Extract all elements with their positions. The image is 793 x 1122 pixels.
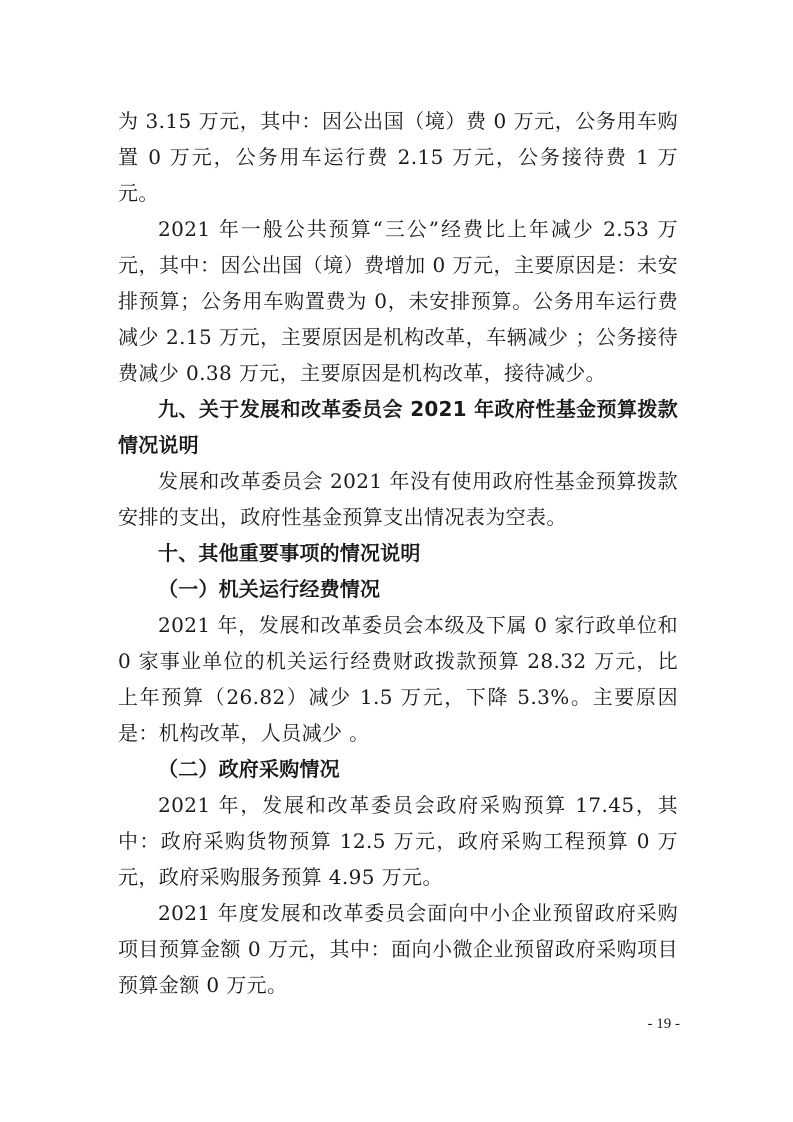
paragraph-operating-expenses: 2021 年，发展和改革委员会本级及下属 0 家行政单位和 0 家事业单位的机关运行经费财政拨款预算 28.32 万元，比上年预算（26.82）减少 1.5 万元，下降 5.3%。主要原因是：机构改革，人员减少 。 — [118, 613, 678, 745]
paragraph-procurement-budget: 2021 年，发展和改革委员会政府采购预算 17.45，其中：政府采购货物预算 12.5 万元，政府采购工程预算 0 万元，政府采购服务预算 4.95 万元。 — [118, 793, 678, 889]
document-body — [118, 103, 678, 1003]
paragraph-three-public-expenses-total: 为 3.15 万元，其中：因公出国（境）费 0 万元，公务用车购置 0 万元，公务用车运行费 2.15 万元，公务接待费 1 万元。 — [118, 109, 678, 205]
page-number: - 19 - — [647, 1016, 680, 1032]
section-heading-9: 九、关于发展和改革委员会 2021 年政府性基金预算拨款情况说明 — [118, 397, 678, 457]
subsection-heading-procurement: （二）政府采购情况 — [158, 757, 340, 781]
paragraph-sme-procurement: 2021 年度发展和改革委员会面向中小企业预留政府采购项目预算金额 0 万元，其中：面向小微企业预留政府采购项目预算金额 0 万元。 — [118, 901, 678, 997]
subsection-heading-operating-expenses: （一）机关运行经费情况 — [158, 577, 381, 601]
paragraph-government-fund-budget: 发展和改革委员会 2021 年没有使用政府性基金预算拨款安排的支出，政府性基金预算支出情况表为空表。 — [118, 469, 678, 529]
paragraph-three-public-expenses-change: 2021 年一般公共预算“三公”经费比上年减少 2.53 万元，其中：因公出国（境）费增加 0 万元，主要原因是：未安排预算；公务用车购置费为 0，未安排预算。公务用车运行费减少 2.15 万元，主要原因是机构改革，车辆减少 ；公务接待费减少 0.38 万元，主要原因是机构改革，接待减少。 — [118, 217, 678, 385]
section-heading-10: 十、其他重要事项的情况说明 — [158, 541, 421, 565]
